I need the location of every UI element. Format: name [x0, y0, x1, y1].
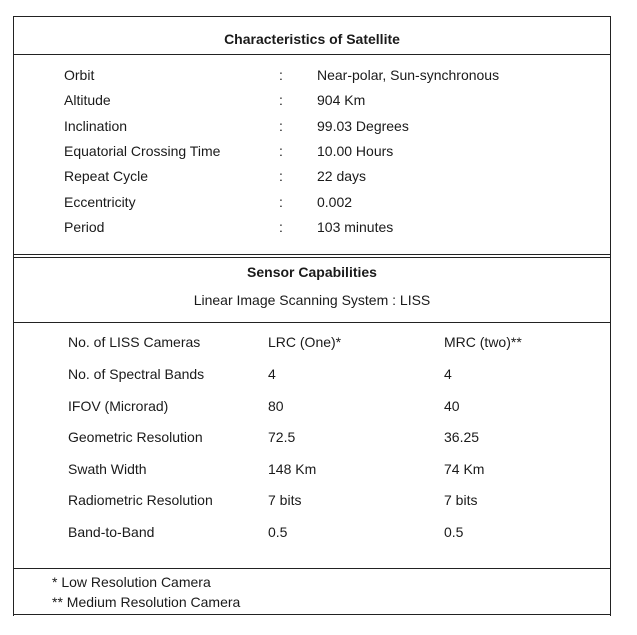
- row-colon: :: [279, 194, 283, 210]
- table-row: [0, 118, 637, 138]
- table-row: [0, 219, 637, 239]
- notes-divider: [13, 568, 611, 569]
- lrc-value: 148 Km: [268, 461, 317, 477]
- row-label: No. of Spectral Bands: [68, 366, 205, 382]
- mrc-value: 36.25: [444, 429, 480, 445]
- table-row: [0, 492, 637, 512]
- row-label: Equatorial Crossing Time: [64, 143, 221, 159]
- row-colon: :: [279, 92, 283, 108]
- section-divider-bottom: [13, 257, 611, 258]
- mrc-value: 40: [444, 398, 460, 414]
- lrc-value: LRC (One)*: [268, 334, 342, 350]
- lrc-value: 0.5: [268, 524, 288, 540]
- row-label: Inclination: [64, 118, 128, 134]
- row-label: Eccentricity: [64, 194, 136, 210]
- row-label: Band-to-Band: [68, 524, 155, 540]
- row-value: 99.03 Degrees: [317, 118, 409, 134]
- mrc-value: MRC (two)**: [444, 334, 522, 350]
- row-colon: :: [279, 219, 283, 235]
- row-label: No. of LISS Cameras: [68, 334, 201, 350]
- row-label: Radiometric Resolution: [68, 492, 213, 508]
- table-row: [0, 92, 637, 112]
- sensor-header-divider: [13, 322, 611, 323]
- row-value: Near-polar, Sun-synchronous: [317, 67, 500, 83]
- footnote-lrc: * Low Resolution Camera: [52, 574, 211, 590]
- row-value: 0.002: [317, 194, 353, 210]
- row-label: Repeat Cycle: [64, 168, 149, 184]
- table-row: [0, 429, 637, 449]
- lrc-value: 80: [268, 398, 284, 414]
- row-colon: :: [279, 143, 283, 159]
- row-label: Swath Width: [68, 461, 147, 477]
- table-row: [0, 461, 637, 481]
- row-label: Orbit: [64, 67, 95, 83]
- row-value: 10.00 Hours: [317, 143, 394, 159]
- row-colon: :: [279, 118, 283, 134]
- table-row: [0, 194, 637, 214]
- mrc-value: 4: [444, 366, 452, 382]
- row-label: Period: [64, 219, 105, 235]
- row-colon: :: [279, 168, 283, 184]
- sensor-title: Sensor Capabilities: [247, 264, 377, 280]
- title-divider: [13, 54, 611, 55]
- row-label: Altitude: [64, 92, 111, 108]
- table-row: [0, 143, 637, 163]
- row-value: 22 days: [317, 168, 367, 184]
- mrc-value: 7 bits: [444, 492, 478, 508]
- satellite-title: Characteristics of Satellite: [224, 31, 400, 47]
- sensor-subtitle: Linear Image Scanning System : LISS: [193, 292, 431, 308]
- lrc-value: 7 bits: [268, 492, 302, 508]
- lrc-value: 72.5: [268, 429, 296, 445]
- mrc-value: 74 Km: [444, 461, 485, 477]
- mrc-value: 0.5: [444, 524, 464, 540]
- table-row: [0, 67, 637, 87]
- row-value: 904 Km: [317, 92, 366, 108]
- lrc-value: 4: [268, 366, 276, 382]
- row-colon: :: [279, 67, 283, 83]
- table-row: [0, 524, 637, 544]
- top-border: [13, 16, 611, 17]
- table-row: [0, 398, 637, 418]
- footnote-mrc: ** Medium Resolution Camera: [52, 594, 241, 610]
- row-label: Geometric Resolution: [68, 429, 203, 445]
- bottom-border: [13, 614, 611, 615]
- table-row: [0, 366, 637, 386]
- row-value: 103 minutes: [317, 219, 394, 235]
- table-row: [0, 334, 637, 354]
- table-row: [0, 168, 637, 188]
- section-divider-top: [13, 254, 611, 255]
- row-label: IFOV (Microrad): [68, 398, 169, 414]
